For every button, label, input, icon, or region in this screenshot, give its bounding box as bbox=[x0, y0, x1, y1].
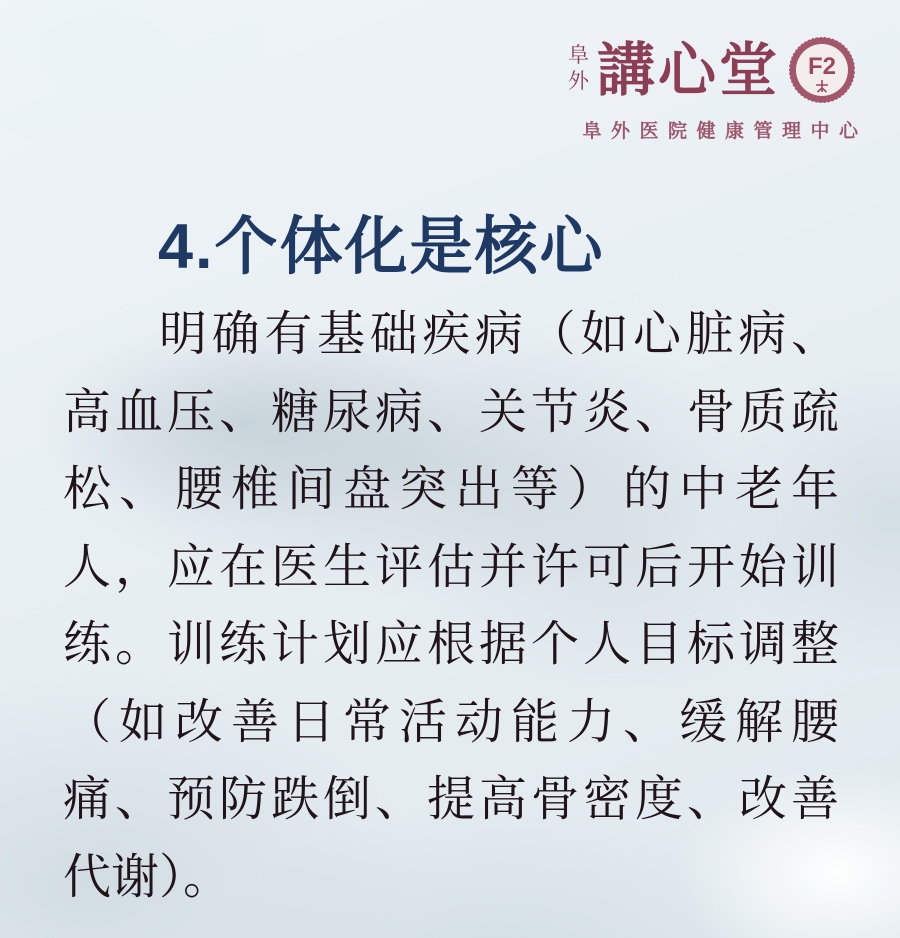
body-line: （如改善日常活动能力、缓解腰 bbox=[63, 695, 839, 749]
hospital-seal-icon bbox=[786, 34, 858, 106]
seal-char-bottom: 外 bbox=[567, 69, 589, 93]
section-heading: 4.个体化是核心 bbox=[158, 212, 605, 282]
logo-row bbox=[568, 34, 858, 106]
body-line: 高血压、糖尿病、关节炎、骨质疏 bbox=[63, 385, 839, 439]
body-line: 痛、预防跌倒、提高骨密度、改善 bbox=[63, 773, 839, 826]
badge-monogram: F2 bbox=[807, 53, 837, 80]
logo-block bbox=[567, 34, 868, 143]
body-line: 人，应在医生评估并许可后开始训 bbox=[63, 540, 839, 594]
body-line: 明确有基础疾病（如心脏病、 bbox=[159, 308, 839, 361]
brand-calligraphy: 講心堂 bbox=[596, 36, 780, 104]
logo-subtitle: 阜外医院健康管理中心 bbox=[582, 121, 868, 142]
seal-char-top: 阜 bbox=[567, 43, 589, 67]
seal-script-prefix bbox=[568, 42, 589, 98]
body-line: 代谢）。 bbox=[63, 850, 232, 904]
body-line: 练。训练计划应根据个人目标调整 bbox=[63, 618, 839, 671]
body-paragraph bbox=[63, 296, 839, 916]
body-line: 松、腰椎间盘突出等）的中老年 bbox=[63, 463, 839, 516]
